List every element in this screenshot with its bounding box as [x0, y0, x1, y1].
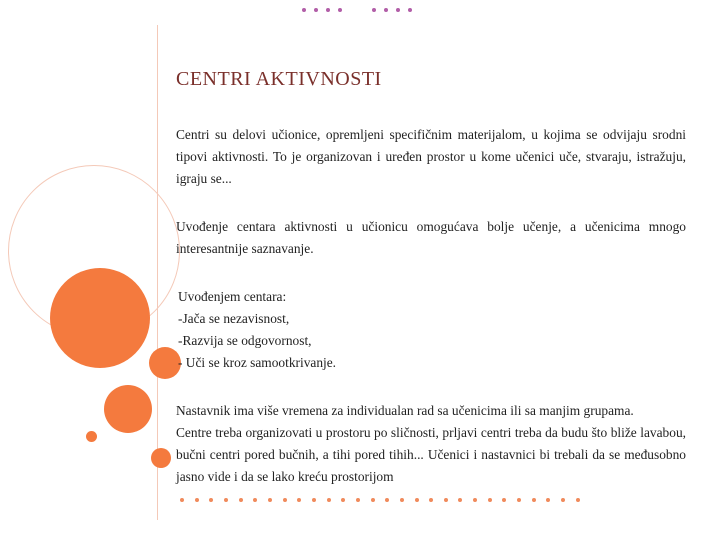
paragraph-centers-benefit: Uvođenje centara aktivnosti u učionicu omogućava bolje učenje, a učenicima mnogo interesantnije saznavanje. — [176, 219, 686, 256]
decorative-circle-medium — [104, 385, 152, 433]
slide-title: CENTRI AKTIVNOSTI — [176, 68, 382, 90]
decorative-circle-small — [149, 347, 181, 379]
paragraph-center-placement: Centre treba organizovati u prostoru po sličnosti, prljavi centri treba da budu što bliže lavabou, bučni centri pored bučnih, a tihi pored tihih... Učenici i nastavnici bi trebali da se međusobno jasno vide i da se lako kreću prostorijom — [176, 425, 686, 484]
benefits-list — [178, 286, 336, 374]
decorative-dots-top — [302, 4, 412, 16]
decorative-circle-large — [50, 268, 150, 368]
decorative-circle-tiny — [86, 431, 97, 442]
list-intro: Uvođenjem centara: — [178, 289, 287, 304]
list-item: - Uči se kroz samootkrivanje. — [178, 355, 337, 370]
paragraph-teacher-time: Nastavnik ima više vremena za individualan rad sa učenicima ili sa manjim grupama. — [176, 403, 634, 418]
list-item: -Jača se nezavisnost, — [178, 311, 290, 326]
decorative-dots-bottom — [180, 498, 580, 506]
list-item: -Razvija se odgovornost, — [178, 333, 312, 348]
paragraph-centers-definition: Centri su delovi učionice, opremljeni specifičnim materijalom, u kojima se odvijaju srodni tipovi aktivnosti. To je organizovan i uređen prostor u kome učenici uče, stvaraju, istražuju, igraju se... — [176, 127, 686, 186]
decorative-circle-small-2 — [151, 448, 171, 468]
paragraph-organization — [176, 400, 686, 488]
